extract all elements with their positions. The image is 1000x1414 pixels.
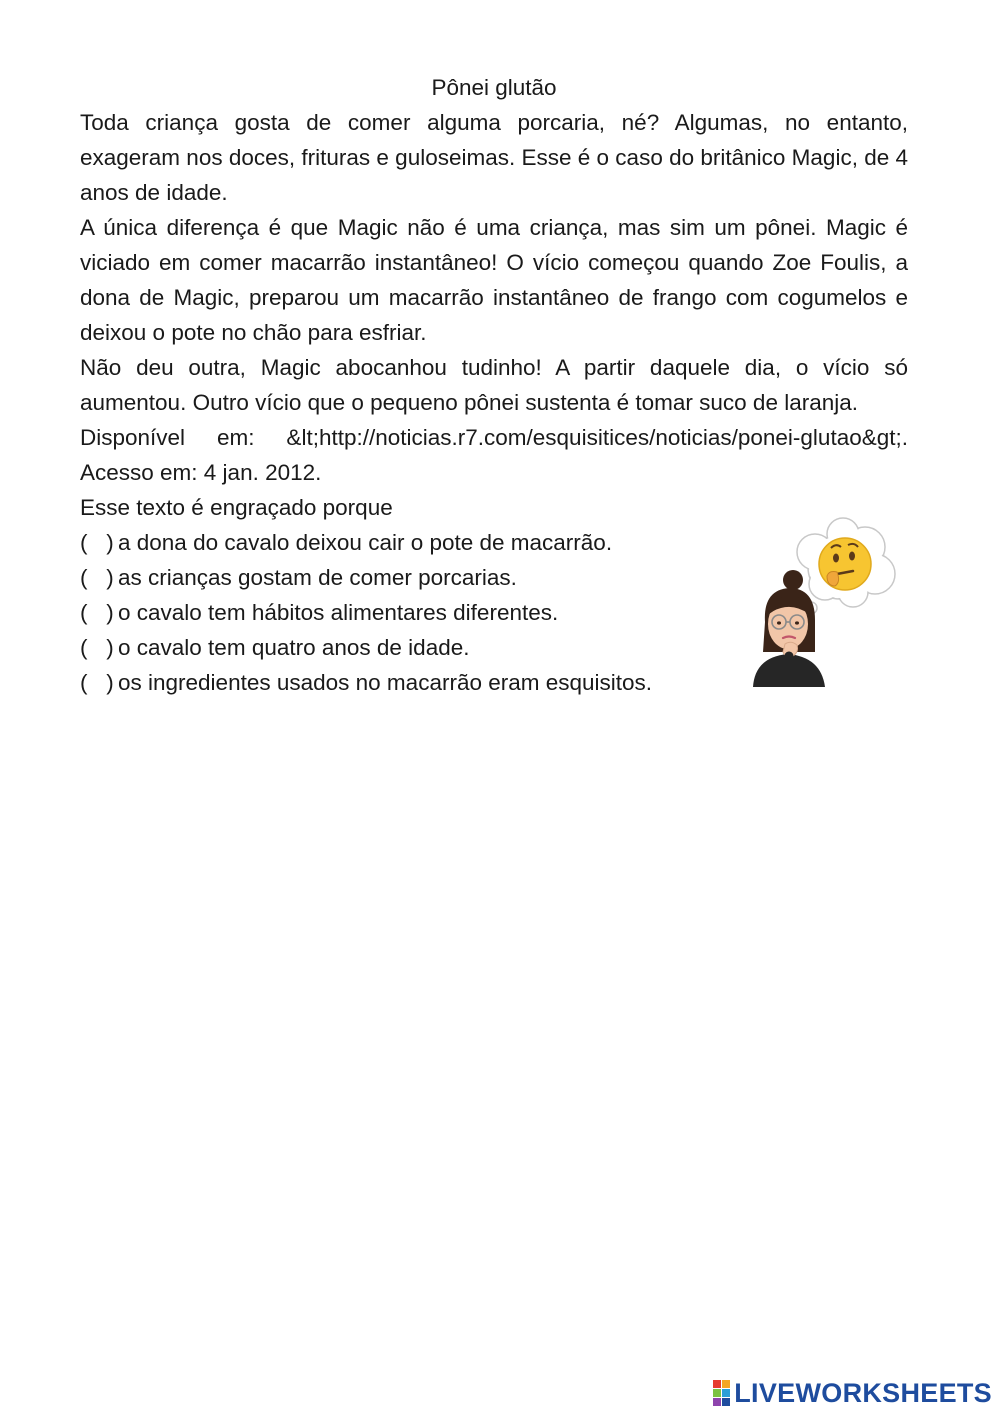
- option-checkbox-1[interactable]: ( ): [80, 530, 114, 555]
- liveworksheets-logo-icon: [713, 1380, 730, 1406]
- option-checkbox-4[interactable]: ( ): [80, 635, 114, 660]
- option-label-3: o cavalo tem hábitos alimentares diferentes.: [118, 600, 559, 625]
- text-paragraph-1: Toda criança gosta de comer alguma porcaria, né? Algumas, no entanto, exageram nos doces, frituras e guloseimas. Esse é o caso do britânico Magic, de 4 anos de idade.: [80, 110, 908, 205]
- text-paragraph-2: A única diferença é que Magic não é uma criança, mas sim um pônei. Magic é viciado em comer macarrão instantâneo! O vício começou quando Zoe Foulis, a dona de Magic, preparou um macarrão instantâneo de frango com cogumelos e deixou o pote no chão para esfriar.: [80, 215, 908, 345]
- liveworksheets-logo[interactable]: [713, 1378, 992, 1408]
- thinking-woman-icon: [745, 512, 910, 687]
- option-checkbox-5[interactable]: ( ): [80, 670, 114, 695]
- option-label-5: os ingredientes usados no macarrão eram esquisitos.: [118, 670, 653, 695]
- option-label-1: a dona do cavalo deixou cair o pote de macarrão.: [118, 530, 613, 555]
- option-label-2: as crianças gostam de comer porcarias.: [118, 565, 517, 590]
- liveworksheets-brand-text: LIVEWORKSHEETS: [734, 1377, 992, 1408]
- option-checkbox-2[interactable]: ( ): [80, 565, 114, 590]
- option-label-4: o cavalo tem quatro anos de idade.: [118, 635, 470, 660]
- text-paragraph-3: Não deu outra, Magic abocanhou tudinho! A partir daquele dia, o vício só aumentou. Outro vício que o pequeno pônei sustenta é tomar suco de laranja.: [80, 355, 908, 415]
- option-checkbox-3[interactable]: ( ): [80, 600, 114, 625]
- source-citation: Disponível em: &lt;http://noticias.r7.com/esquisitices/noticias/ponei-glutao&gt;. Acesso em: 4 jan. 2012.: [80, 425, 908, 485]
- question-prompt: Esse texto é engraçado porque: [80, 495, 393, 520]
- page-title: Pônei glutão: [431, 75, 557, 100]
